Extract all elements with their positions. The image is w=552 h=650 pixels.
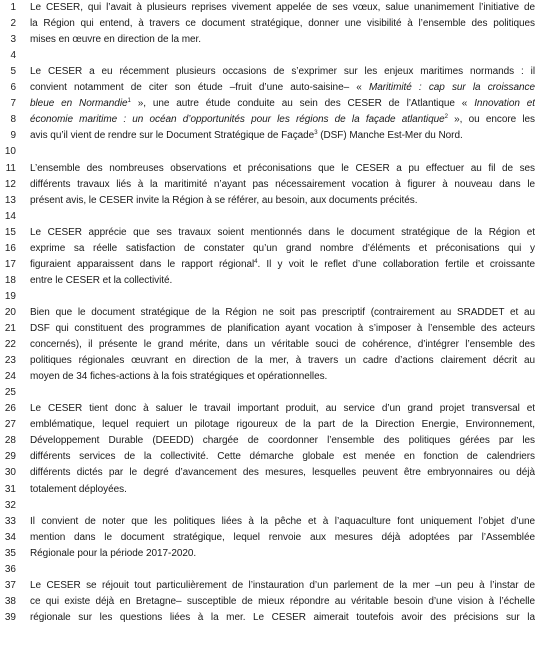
- document-line: [0, 144, 552, 160]
- line-number: 16: [4, 242, 16, 254]
- line-text: [30, 449, 535, 465]
- text-run: politiques régionales œuvrant en direction de la mer, à travers un cadre d’actions clairement décrit au: [30, 355, 535, 367]
- line-text: [30, 0, 535, 16]
- text-run: Le CESER tient donc à saluer le travail important produit, au service d’un grand projet transversal et: [30, 403, 535, 415]
- text-run: Bien que le document stratégique de la Région ne soit pas prescriptif (contrairement au SRADDET et au: [30, 306, 535, 318]
- text-run: moyen de 34 fiches-actions à la fois stratégiques et opérationnelles.: [30, 371, 328, 383]
- line-text: [30, 112, 535, 128]
- text-run: Développement Durable (DEEDD) chargée de coordonner l’ensemble des politiques gérées par les: [30, 435, 535, 447]
- document-line: [0, 273, 552, 289]
- text-run: avis qu’il vient de rendre sur le Document Stratégique de Façade: [30, 130, 315, 142]
- line-number: 28: [4, 435, 16, 447]
- line-number: 33: [4, 515, 16, 527]
- line-text: [30, 578, 535, 594]
- line-number: 34: [4, 531, 16, 543]
- text-run: régionale sur les questions liées à la mer. Le CESER aimerait toutefois avoir des précisions sur la: [30, 611, 535, 623]
- document-line: [0, 546, 552, 562]
- line-text: [30, 32, 535, 48]
- italic-title: Maritimité : cap sur la croissance: [368, 82, 535, 94]
- document-line: [0, 385, 552, 401]
- document-line: [0, 417, 552, 433]
- document-line: [0, 225, 552, 241]
- line-text: [30, 161, 535, 177]
- line-text: [30, 64, 535, 80]
- italic-title: Innovation et: [474, 98, 535, 110]
- line-number: 10: [4, 146, 16, 158]
- document-line: [0, 209, 552, 225]
- text-run: présent avis, le CESER invite la Région à se référer, au besoin, aux documents précités.: [30, 194, 418, 206]
- document-line: [0, 257, 552, 273]
- document-line: [0, 241, 552, 257]
- document-line: [0, 32, 552, 48]
- document-line: [0, 16, 552, 32]
- line-number: 14: [4, 210, 16, 222]
- line-number: 8: [10, 114, 16, 126]
- line-text: [30, 465, 535, 481]
- text-run: Régionale pour la période 2017-2020.: [30, 547, 197, 559]
- line-text: [30, 546, 535, 562]
- line-number: 37: [4, 579, 16, 591]
- line-number: 5: [10, 66, 16, 78]
- document-line: [0, 337, 552, 353]
- document-line: [0, 514, 552, 530]
- text-run: emblématique, lequel requiert un pilotage rigoureux de la part de la Direction Energie, Environnement,: [30, 419, 535, 431]
- text-run: différents travaux liés à la maritimité n’ayant pas nécessairement vocation à figurer à nouveau dans le: [30, 178, 535, 190]
- line-number: 39: [4, 611, 16, 623]
- text-run: la Région qui entend, à travers ce document stratégique, donner une visibilité à l’ensemble des politiques: [30, 18, 535, 30]
- document-line: [0, 193, 552, 209]
- line-number: 4: [10, 50, 16, 62]
- line-text: [30, 80, 535, 96]
- line-number: 32: [4, 499, 16, 511]
- line-number: 23: [4, 355, 16, 367]
- line-text: [30, 417, 535, 433]
- line-number: 31: [4, 483, 16, 495]
- line-text: [30, 353, 535, 369]
- document-line: [0, 161, 552, 177]
- line-text: [30, 610, 535, 626]
- line-text: [30, 177, 535, 193]
- text-run: ce qui existe déjà en Bretagne– susceptible de mieux répondre au véritable besoin d’une vision à l’échelle: [30, 595, 535, 607]
- line-text: [30, 16, 535, 32]
- text-run: exprime sa réelle satisfaction de constater qu’un grand nombre d’éléments et préconisations qui y: [30, 242, 535, 254]
- line-number: 22: [4, 339, 16, 351]
- line-number: 3: [10, 34, 16, 46]
- line-text: [30, 321, 535, 337]
- document-line: [0, 369, 552, 385]
- line-number: 11: [5, 162, 16, 174]
- document-line: [0, 562, 552, 578]
- line-number: 9: [10, 130, 16, 142]
- document-line: [0, 594, 552, 610]
- document-line: [0, 482, 552, 498]
- line-text: [30, 482, 535, 498]
- text-run: Le CESER a eu récemment plusieurs occasions de s’exprimer sur les enjeux maritimes normands : il: [30, 66, 535, 78]
- footnote-ref: 3: [314, 130, 318, 137]
- document-line: [0, 353, 552, 369]
- document-line: [0, 305, 552, 321]
- line-number: 27: [4, 419, 16, 431]
- footnote-ref: 1: [127, 98, 131, 105]
- text-run: Il convient de noter que les politiques liées à la pêche et à l’aquaculture font uniquement l’objet d’une: [30, 515, 535, 527]
- line-number: 2: [10, 18, 16, 30]
- text-run: DSF qui constituent des programmes de planification ayant vocation à s’imposer à l’ensemble des acteurs: [30, 323, 535, 334]
- text-run: convient notamment de citer son étude –fruit d’une auto-saisine– «: [30, 82, 369, 94]
- line-number: 17: [4, 258, 16, 270]
- line-text: [30, 433, 535, 449]
- line-text: [30, 257, 535, 273]
- document-line: [0, 449, 552, 465]
- line-number: 13: [4, 194, 16, 206]
- document-line: [0, 578, 552, 594]
- line-number: 12: [4, 178, 16, 190]
- line-text: [30, 337, 535, 353]
- line-number: 25: [4, 387, 16, 399]
- text-run: concernés), il présente le grand mérite, dans un véritable souci de cohérence, d’intégrer l’ensemble des: [30, 339, 535, 351]
- line-number: 24: [4, 371, 16, 383]
- text-run: mention dans le document stratégique, lequel renvoie aux mesures déjà adoptées par l’Assemblée: [30, 531, 535, 543]
- text-run: entre le CESER et la collectivité.: [30, 274, 173, 286]
- line-number: 1: [10, 2, 16, 13]
- document-line: [0, 48, 552, 64]
- line-text: [30, 273, 535, 289]
- line-number: 19: [4, 290, 16, 302]
- document-line: [0, 0, 552, 16]
- line-number: 29: [4, 451, 16, 463]
- footnote-ref: 2: [444, 114, 448, 121]
- text-run: L’ensemble des nombreuses observations et préconisations que le CESER a pu effectuer au fil de ses: [30, 162, 535, 174]
- document-line: [0, 289, 552, 305]
- document-line: [0, 610, 552, 626]
- line-number: 7: [10, 98, 16, 110]
- line-text: [30, 241, 535, 257]
- document-line: [0, 433, 552, 449]
- line-number: 6: [10, 82, 16, 94]
- line-number: 18: [4, 274, 16, 286]
- line-text: [30, 225, 535, 241]
- text-run: totalement déployées.: [30, 483, 127, 495]
- document-line: [0, 64, 552, 80]
- line-text: [30, 530, 535, 546]
- text-run: Le CESER se réjouit tout particulièrement de l’instauration d’un parlement de la mer –un peu à l’instar de: [30, 579, 535, 591]
- line-number: 20: [4, 306, 16, 318]
- line-text: [30, 514, 535, 530]
- italic-title: économie maritime : un océan d’opportunités pour les régions de la façade atlantique: [30, 114, 445, 126]
- text-run: Le CESER apprécie que ses travaux soient mentionnés dans le document stratégique de la Région et: [30, 226, 535, 238]
- document-line: [0, 80, 552, 96]
- line-text: [30, 401, 535, 417]
- text-run: différents services de la collectivité. Cette démarche globale est menée en fonction de calendriers: [30, 451, 535, 463]
- text-run: figuraient apparaissent dans le rapport régional: [30, 258, 255, 270]
- italic-title: bleue en Normandie: [30, 98, 128, 110]
- text-run: Le CESER, qui l’avait à plusieurs reprises vivement appelée de ses vœux, salue unanimement l’initiative de: [30, 2, 535, 13]
- document-line: [0, 177, 552, 193]
- line-text: [30, 305, 535, 321]
- text-run: . Il y voit le reflet d’une collaboration fertile et croissante: [257, 258, 535, 270]
- line-number: 26: [4, 403, 16, 415]
- document-line: [0, 530, 552, 546]
- line-number: 35: [4, 547, 16, 559]
- text-run: mises en œuvre en direction de la mer.: [30, 34, 201, 46]
- line-text: [30, 369, 535, 385]
- line-text: [30, 193, 535, 209]
- line-text: [30, 128, 535, 144]
- document-line: [0, 112, 552, 128]
- line-text: [30, 96, 535, 112]
- line-number: 15: [4, 226, 16, 238]
- document-line: [0, 96, 552, 112]
- line-number: 30: [4, 467, 16, 479]
- document-line: [0, 401, 552, 417]
- text-run: différents dictés par le degré d’avancement des mesures, lesquelles peuvent être embryonnaires ou déjà: [30, 467, 535, 479]
- document-line: [0, 465, 552, 481]
- footnote-ref: 4: [254, 258, 258, 265]
- line-number: 38: [4, 595, 16, 607]
- document-line: [0, 498, 552, 514]
- text-run: », une autre étude conduite au sein des CESER de l’Atlantique «: [130, 98, 475, 110]
- line-text: [30, 594, 535, 610]
- document-line: [0, 128, 552, 144]
- text-run: », ou encore les: [447, 114, 535, 126]
- document-line: [0, 321, 552, 337]
- text-run: (DSF) Manche Est-Mer du Nord.: [317, 130, 463, 142]
- line-number: 36: [4, 563, 16, 575]
- line-number: 21: [4, 323, 16, 334]
